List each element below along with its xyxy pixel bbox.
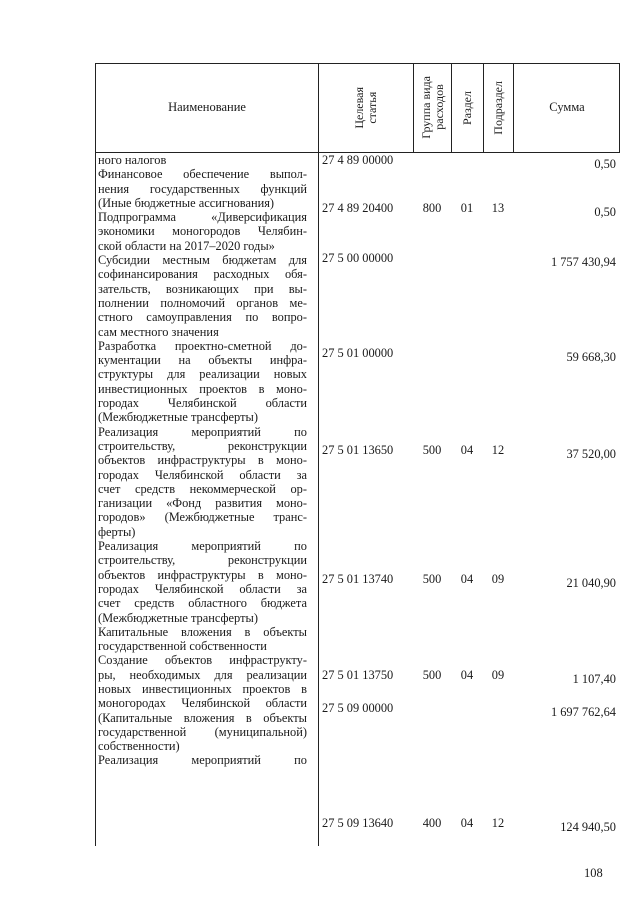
rule-left — [95, 63, 96, 846]
name-line: ры, необходимых для реализации — [98, 667, 307, 682]
name-line: полнении полномочий органов ме- — [98, 295, 307, 310]
name-line: инвестиционных проектов в моно- — [98, 381, 307, 396]
name-line: строительству, реконструкции — [98, 553, 307, 568]
header-name: Наименование — [168, 100, 246, 114]
name-line: городах Челябинской области за — [98, 467, 307, 482]
row-5-sum: 37 520,00 — [566, 447, 616, 461]
name-line: городов» (Межбюджетные транс- — [98, 510, 307, 525]
row-1-sum: 0,50 — [594, 157, 616, 171]
row-2-subsection: 13 — [491, 201, 505, 215]
name-line: моногородах Челябинской области — [98, 696, 307, 711]
rule-name-code — [318, 63, 319, 846]
row-6-code: 27 5 01 13740 — [322, 572, 394, 586]
row-8-sum: 1 697 762,64 — [550, 705, 616, 719]
row-6-sum: 21 040,90 — [566, 576, 616, 590]
name-line: зательств, возникающих при вы- — [98, 281, 307, 296]
row-9-code: 27 5 09 13640 — [322, 816, 394, 830]
row-6-group: 500 — [422, 572, 442, 586]
row-2-group: 800 — [422, 201, 442, 215]
name-line: (Иные бюджетные ассигнования) — [98, 195, 275, 210]
header-group: Группа вида расходов — [418, 76, 446, 139]
row-7-group: 500 — [422, 668, 442, 682]
name-line: новых инвестиционных проектов в — [98, 681, 307, 696]
row-6-subsection: 09 — [491, 572, 505, 586]
name-line: (Межбюджетные трансферты) — [98, 410, 258, 425]
name-column — [98, 153, 307, 768]
header-section: Раздел — [460, 90, 474, 125]
page-number: 108 — [584, 866, 603, 880]
header-target: Целевая статья — [352, 86, 379, 129]
name-line: Финансовое обеспечение выпол- — [98, 167, 307, 182]
row-2-code: 27 4 89 20400 — [322, 201, 394, 215]
name-line: собственности) — [98, 739, 180, 754]
row-4-sum: 59 668,30 — [566, 350, 616, 364]
row-7-sum: 1 107,40 — [572, 672, 616, 686]
row-9-section: 04 — [460, 816, 474, 830]
row-5-section: 04 — [460, 443, 474, 457]
row-3-code: 27 5 00 00000 — [322, 251, 394, 265]
name-line: городах Челябинской области за — [98, 581, 307, 596]
row-2-section: 01 — [460, 201, 474, 215]
name-line: Реализация мероприятий по — [98, 753, 307, 768]
row-8-code: 27 5 09 00000 — [322, 701, 394, 715]
row-2-sum: 0,50 — [594, 205, 616, 219]
row-5-code: 27 5 01 13650 — [322, 443, 394, 457]
header-subsection: Подраздел — [491, 80, 505, 135]
name-line: нения государственных функций — [98, 181, 307, 196]
row-6-section: 04 — [460, 572, 474, 586]
row-7-code: 27 5 01 13750 — [322, 668, 394, 682]
row-9-sum: 124 940,50 — [560, 820, 616, 834]
name-line: Создание объектов инфраструкту- — [98, 653, 307, 668]
name-line: стного самоуправления по вопро- — [98, 310, 307, 325]
name-line: городах Челябинской области — [98, 396, 307, 411]
name-line: строительству, реконструкции — [98, 438, 307, 453]
name-line: Подпрограмма «Диверсификация — [98, 210, 307, 225]
name-line: объектов инфраструктуры в моно- — [98, 567, 307, 582]
name-line: Реализация мероприятий по — [98, 539, 307, 554]
row-1-code: 27 4 89 00000 — [322, 153, 394, 167]
name-line: (Межбюджетные трансферты) — [98, 610, 258, 625]
name-line: структуры для реализации новых — [98, 367, 307, 382]
name-line: ской области на 2017–2020 годы» — [98, 238, 275, 253]
header-sum: Сумма — [549, 100, 585, 114]
name-line: объектов инфраструктуры в моно- — [98, 453, 307, 468]
name-line: ного налогов — [98, 153, 167, 167]
name-line: (Капитальные вложения в объекты — [98, 710, 307, 725]
name-line: Капитальные вложения в объекты — [98, 624, 307, 639]
row-3-sum: 1 757 430,94 — [550, 255, 616, 269]
name-line: сам местного значения — [98, 324, 219, 339]
row-5-group: 500 — [422, 443, 442, 457]
name-line: экономики моногородов Челябин- — [98, 224, 307, 239]
name-line: Разработка проектно-сметной до- — [98, 338, 307, 353]
row-4-code: 27 5 01 00000 — [322, 346, 394, 360]
name-line: государственной (муниципальной) — [98, 724, 307, 739]
name-line: софинансирования расходных обя- — [98, 267, 307, 282]
row-5-subsection: 12 — [491, 443, 505, 457]
row-9-group: 400 — [422, 816, 442, 830]
row-9-subsection: 12 — [491, 816, 505, 830]
name-line: ферты) — [98, 524, 136, 539]
name-line: государственной собственности — [98, 639, 267, 654]
name-line: счет средств некоммерческой ор- — [98, 481, 307, 496]
row-7-subsection: 09 — [491, 668, 505, 682]
name-line: Реализация мероприятий по — [98, 424, 307, 439]
row-7-section: 04 — [460, 668, 474, 682]
name-line: кументации на объекты инфра- — [98, 353, 307, 368]
name-line: счет средств областного бюджета — [98, 596, 307, 611]
name-line: Субсидии местным бюджетам для — [98, 253, 307, 268]
name-line: ганизации «Фонд развития моно- — [98, 496, 307, 511]
